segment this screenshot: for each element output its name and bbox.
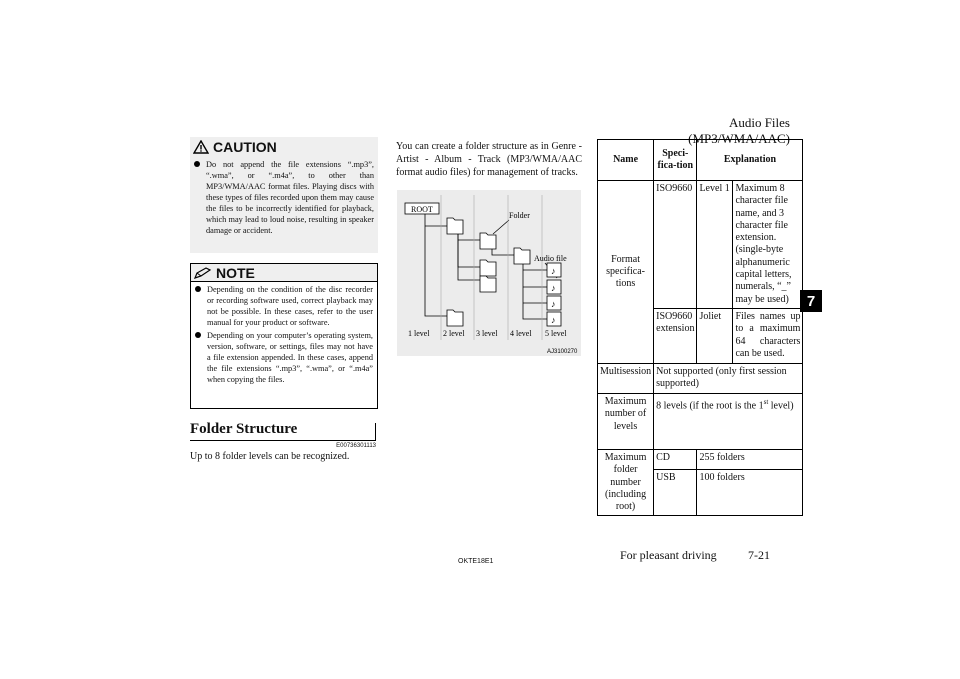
- table-cell: 255 folders: [697, 450, 803, 470]
- section-title: Folder Structure: [190, 421, 298, 437]
- level-label: 4 level: [510, 329, 532, 338]
- audio-file-icon: [547, 280, 561, 294]
- table-header-row: [598, 140, 803, 181]
- header-explanation: Explanation: [697, 140, 803, 181]
- folder-icon: [514, 248, 530, 264]
- level-label: 5 level: [545, 329, 567, 338]
- caution-text: Do not append the file extensions “.mp3”, “.wma”, or “.m4a”, to other than MP3/WMA/AAC format files. Playing discs with these types of files recorded upon them may cause the files to be incorrectly identified for playback, which may lead to loud noise, resulting in speaker damage or accident.: [206, 160, 374, 235]
- audio-file-icon: [547, 263, 561, 277]
- table-cell: USB: [654, 469, 697, 516]
- intro-paragraph: You can create a folder structure as in Genre - Artist - Album - Track (MP3/WMA/AAC format audio files) for management of tracks.: [396, 141, 582, 178]
- table-cell: [654, 394, 803, 450]
- section-rule-tick: [375, 423, 376, 441]
- table-cell: Maximum 8 character file name, and 3 character file extension. (single-byte alphanumeric capital letters, numerals, “_” may be used): [733, 181, 803, 309]
- footer-code: OKTE18E1: [458, 558, 494, 565]
- level-label: 3 level: [476, 329, 498, 338]
- max-levels-text-a: 8 levels (if the root is the 1: [656, 400, 764, 412]
- table-row: [598, 181, 803, 309]
- table-row: [598, 394, 803, 450]
- folder-icon: [480, 233, 496, 249]
- max-folders-name: Maximum folder number (including root): [598, 450, 654, 516]
- table-cell: Not supported (only first session supported): [654, 364, 803, 394]
- max-levels-sup: st: [763, 398, 769, 406]
- running-header: Audio Files (MP3/WMA/AAC): [688, 115, 790, 146]
- max-levels-name: Maximum number of levels: [598, 394, 654, 450]
- bullet-icon: [195, 286, 201, 292]
- header-specification: Speci-fica-tion: [654, 140, 697, 181]
- section-code: E00736301113: [336, 443, 376, 449]
- chapter-tab: 7: [800, 290, 822, 312]
- note-item: [195, 330, 373, 385]
- note-text: Depending on your computer’s operating system, version, software, or settings, files may not have a file extension appended. In these cases, append the file extensions “.mp3”, “.wma”, or “.m4a” when copying the files.: [207, 331, 373, 384]
- caution-header: [190, 137, 378, 157]
- note-item: [195, 284, 373, 328]
- folder-label: Folder: [509, 211, 530, 220]
- table-cell: Joliet: [697, 309, 733, 364]
- note-text: Depending on the condition of the disc recorder or recording software used, correct playback may not be possible. In these cases, refer to the user manual for your product or software.: [207, 285, 373, 327]
- audio-file-label: Audio file: [534, 254, 567, 263]
- bullet-icon: [195, 332, 201, 338]
- folder-structure-diagram: [397, 190, 581, 356]
- bullet-icon: [194, 161, 200, 167]
- table-row: [598, 364, 803, 394]
- folder-icon: [447, 218, 463, 234]
- folder-icon: [480, 260, 496, 276]
- footer-section: For pleasant driving: [620, 548, 717, 562]
- svg-text:♪: ♪: [551, 315, 556, 325]
- table-cell: Files names up to a maximum 64 characters can be used.: [733, 309, 803, 364]
- svg-text:♪: ♪: [551, 266, 556, 276]
- section-body: Up to 8 folder levels can be recognized.: [190, 451, 350, 462]
- svg-text:♪: ♪: [551, 299, 556, 309]
- audio-file-icon: [547, 312, 561, 326]
- level-label: 2 level: [443, 329, 465, 338]
- header-name: Name: [598, 140, 654, 181]
- level-label: 1 level: [408, 329, 430, 338]
- table-cell: ISO9660 extension: [654, 309, 697, 364]
- warning-triangle-icon: [193, 140, 209, 154]
- caution-item: [194, 159, 374, 236]
- page-number: 7-21: [748, 548, 770, 562]
- table-cell: Level 1: [697, 181, 733, 309]
- section-rule: [190, 440, 376, 441]
- note-label: NOTE: [216, 264, 255, 281]
- spec-table: [597, 139, 803, 516]
- note-header: [191, 264, 377, 282]
- table-cell: ISO9660: [654, 181, 697, 309]
- caution-box: [190, 137, 378, 253]
- format-spec-name: Format specifica-tions: [598, 181, 654, 364]
- root-label: ROOT: [411, 205, 433, 214]
- note-box: [190, 263, 378, 409]
- table-cell: CD: [654, 450, 697, 470]
- audio-file-icon: [547, 296, 561, 310]
- table-row: [598, 450, 803, 470]
- table-cell: 100 folders: [697, 469, 803, 516]
- multisession-name: Multisession: [598, 364, 654, 394]
- max-levels-text-b: level): [768, 400, 794, 412]
- caution-label: CAUTION: [213, 139, 277, 155]
- figure-code: AJ3100270: [547, 349, 578, 355]
- folder-icon: [447, 310, 463, 326]
- svg-text:♪: ♪: [551, 283, 556, 293]
- folder-icon: [480, 276, 496, 292]
- pencil-note-icon: [194, 267, 212, 279]
